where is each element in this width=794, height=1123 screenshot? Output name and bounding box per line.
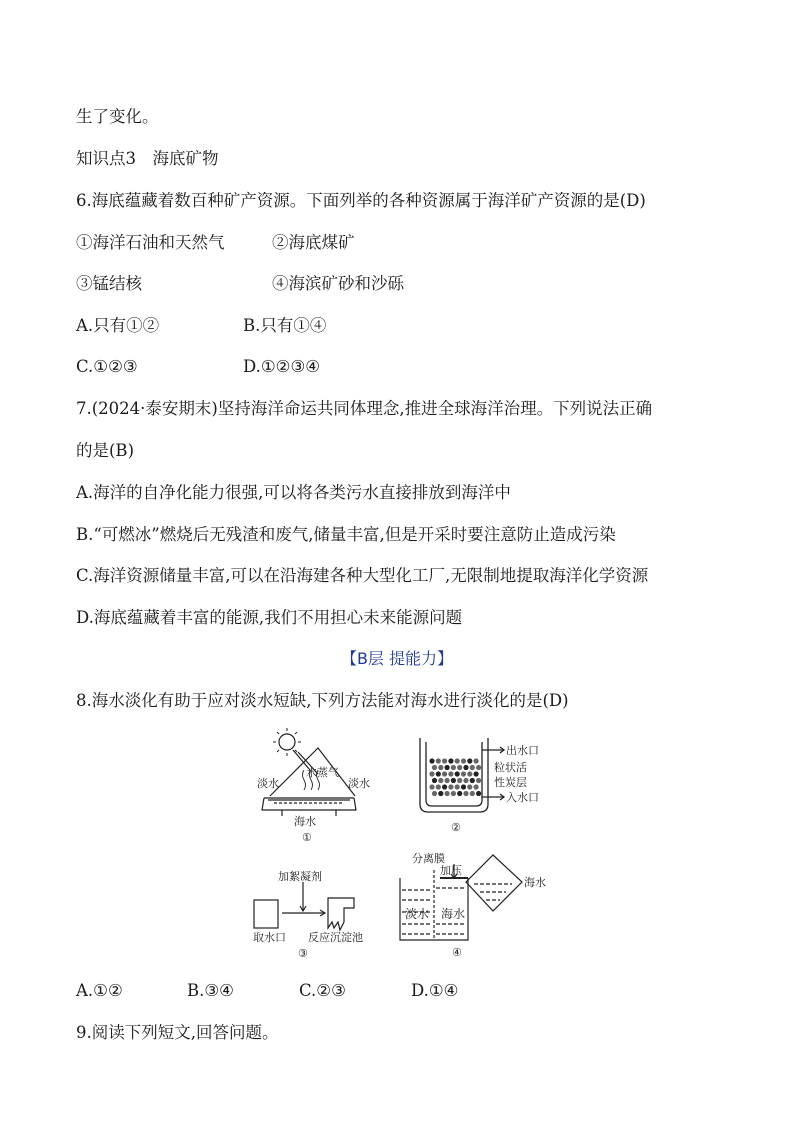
fig2-label-outlet: 出水口 <box>506 744 539 757</box>
fig2-label-carbon-1: 粒状活 <box>494 761 527 774</box>
carbon-granule <box>455 758 460 763</box>
fig4-number: ④ <box>452 946 462 959</box>
fig2-carbon-granules <box>429 758 481 796</box>
question-8-stem: 8.海水淡化有助于应对淡水短缺,下列方法能对海水进行淡化的是(D) <box>76 691 569 710</box>
fig2-label-inlet: 入水口 <box>506 791 539 804</box>
q6-option-c: C.①②③ <box>76 357 138 376</box>
fig2-number: ② <box>451 821 461 834</box>
carbon-granule <box>476 765 481 770</box>
line-continuation: 生了变化。 <box>76 107 159 126</box>
carbon-granule <box>467 758 472 763</box>
carbon-granule <box>432 778 437 783</box>
fig1-label-left: 淡水 <box>257 777 279 790</box>
carbon-granule <box>436 758 441 763</box>
carbon-granule <box>455 771 460 776</box>
carbon-granule <box>442 784 447 789</box>
carbon-granule <box>438 778 443 783</box>
carbon-granule <box>438 765 443 770</box>
carbon-granule <box>436 771 441 776</box>
q7-option-c: C.海洋资源储量丰富,可以在沿海建各种大型化工厂,无限制地提取海洋化学资源 <box>76 566 649 585</box>
q6-item-4: ④海滨矿砂和沙砾 <box>272 274 404 293</box>
carbon-granule <box>470 765 475 770</box>
carbon-granule <box>463 791 468 796</box>
q6-item-1: ①海洋石油和天然气 <box>76 233 225 252</box>
question-7-stem-cont: 的是(B) <box>76 441 134 460</box>
carbon-granule <box>476 791 481 796</box>
carbon-granule <box>470 791 475 796</box>
figure-3-flocculation <box>254 882 354 930</box>
carbon-granule <box>474 758 479 763</box>
fig4-label-pressure: 加压 <box>440 864 462 877</box>
carbon-granule <box>463 778 468 783</box>
q8-option-c: C.②③ <box>299 981 346 1000</box>
fig3-label-agent: 加絮凝剂 <box>278 870 322 883</box>
carbon-granule <box>445 791 450 796</box>
fig3-label-tank: 反应沉淀池 <box>308 931 363 944</box>
fig3-number: ③ <box>298 947 308 960</box>
section-b-heading: 【B层 提能力】 <box>340 649 454 668</box>
carbon-granule <box>474 771 479 776</box>
carbon-granule <box>442 771 447 776</box>
carbon-granule <box>474 784 479 789</box>
carbon-granule <box>467 784 472 789</box>
q8-option-b: B.③④ <box>187 981 234 1000</box>
q7-option-a: A.海洋的自净化能力很强,可以将各类污水直接排放到海洋中 <box>76 483 511 502</box>
question-6-stem: 6.海底蕴藏着数百种矿产资源。下面列举的各种资源属于海洋矿产资源的是(D) <box>76 191 646 210</box>
q6-item-2: ②海底煤矿 <box>272 233 355 252</box>
fig4-label-fresh: 淡水 <box>405 907 430 921</box>
q6-item-3: ③锰结核 <box>76 274 142 293</box>
carbon-granule <box>438 791 443 796</box>
carbon-granule <box>451 778 456 783</box>
carbon-granule <box>451 791 456 796</box>
q7-option-b: B.“可燃冰”燃烧后无残渣和废气,储量丰富,但是开采时要注意防止造成污染 <box>76 525 616 544</box>
q8-option-d: D.①④ <box>411 981 459 1000</box>
fig1-label-right: 淡水 <box>348 777 370 790</box>
carbon-granule <box>457 765 462 770</box>
carbon-granule <box>432 791 437 796</box>
q7-option-d: D.海底蕴藏着丰富的能源,我们不用担心未来能源问题 <box>76 608 463 627</box>
carbon-granule <box>429 784 434 789</box>
carbon-granule <box>448 784 453 789</box>
question-7-stem: 7.(2024·泰安期末)坚持海洋命运共同体理念,推进全球海洋治理。下列说法正确 <box>76 399 653 418</box>
carbon-granule <box>429 758 434 763</box>
fig4-label-sea-outer: 海水 <box>524 876 546 889</box>
carbon-granule <box>445 765 450 770</box>
carbon-granule <box>445 778 450 783</box>
carbon-granule <box>470 778 475 783</box>
carbon-granule <box>436 784 441 789</box>
carbon-granule <box>476 778 481 783</box>
question-9-stem: 9.阅读下列短文,回答问题。 <box>76 1023 279 1042</box>
fig1-label-seawater: 海水 <box>294 815 316 828</box>
q6-option-d: D.①②③④ <box>243 357 321 376</box>
carbon-granule <box>455 784 460 789</box>
q6-option-b: B.只有①④ <box>243 316 327 335</box>
carbon-granule <box>457 778 462 783</box>
q8-option-a: A.①② <box>76 981 123 1000</box>
carbon-granule <box>463 765 468 770</box>
carbon-granule <box>461 771 466 776</box>
fig3-label-intake: 取水口 <box>253 931 286 944</box>
carbon-granule <box>451 765 456 770</box>
carbon-granule <box>461 784 466 789</box>
carbon-granule <box>467 771 472 776</box>
q6-option-a: A.只有①② <box>76 316 160 335</box>
fig4-label-sea-inner: 海水 <box>441 907 466 921</box>
carbon-granule <box>457 791 462 796</box>
fig4-label-membrane: 分离膜 <box>412 852 445 865</box>
fig1-label-vapor: 水蒸气 <box>306 766 339 779</box>
fig2-label-carbon-2: 性炭层 <box>494 776 527 789</box>
carbon-granule <box>442 758 447 763</box>
carbon-granule <box>448 771 453 776</box>
carbon-granule <box>448 758 453 763</box>
carbon-granule <box>461 758 466 763</box>
fig1-number: ① <box>302 831 312 844</box>
carbon-granule <box>429 771 434 776</box>
carbon-granule <box>432 765 437 770</box>
knowledge-point-heading: 知识点3 海底矿物 <box>76 149 219 168</box>
